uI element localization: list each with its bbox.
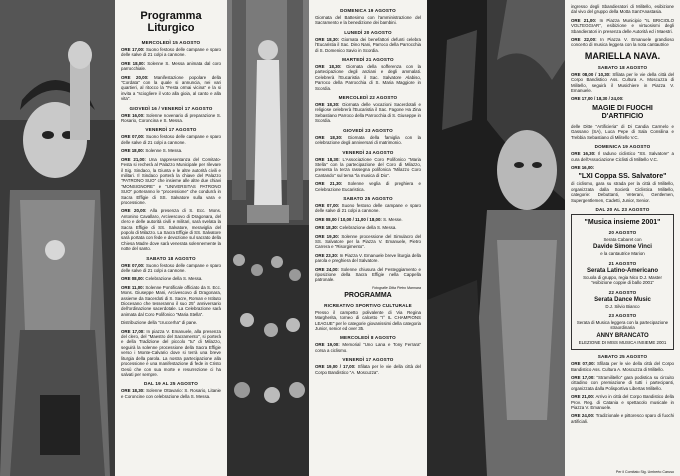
entry-time: ORE 18,00:	[121, 60, 146, 66]
schedule-entry	[315, 157, 421, 179]
schedule-entry	[315, 234, 421, 250]
entry-text: Solenne S. Messa.	[145, 148, 183, 154]
committee-footer: Per il Comitato Sig. Umberto Caruso	[615, 470, 674, 474]
entry-text: Manifestazione popolare della "Cordata" con la quale si annuncia, nei vari quartieri, al ritocco la "Festa ormai vicina" e la si invita a "sciogliere il voto alla gioia, al canto e alla vita".	[121, 74, 221, 102]
fireworks-line-1: MAGIE DI FUOCHI	[592, 104, 653, 112]
musica-title: "Musica insieme 2001"	[584, 218, 661, 226]
entry-text: Solenne Pontificale officiato da S. Ecc. Mons. Giuseppe Mani, Arcivescovo di Dragonara, assieme da Sacerdoti di S. Sacre, Roman e Istituto Diocesano che tesseranno il suo 25° anniversario dell'ordinazione sacerdotale. La Celebrazione sarà animata dal Coro Polifonico "Maria Stella".	[121, 284, 221, 317]
schedule-entry	[315, 253, 421, 264]
program-title: PROGRAMMA	[344, 291, 392, 299]
entry-text: S. Messe.	[383, 216, 403, 222]
events-days-4	[571, 354, 674, 424]
schedule-entry	[121, 285, 221, 317]
program-subtitle: RICREATIVO SPORTIVO CULTURALE	[324, 302, 412, 308]
entry-text: Solenne processione del Simulacro del SS. Salvatore per la Piazza V. Emanuele, Pietro Carrera e "Risorgimento".	[315, 233, 421, 250]
entry-time: ORE 08,00:	[121, 276, 145, 282]
schedule-entry	[315, 364, 421, 375]
schedule-entry	[121, 61, 221, 72]
liturgical-days	[121, 40, 221, 399]
entry-time: ORE 23,30:	[315, 252, 339, 258]
entry-time: ORE 18,30:	[315, 102, 340, 108]
events-days	[571, 65, 674, 102]
entry-time: ORE 08,00 / 10,00 / 11,00 / 18,00:	[315, 216, 382, 222]
coppa-title: "LXI Coppa SS. Salvatore"	[578, 173, 667, 181]
liturgical-title: Programma Liturgico	[140, 10, 202, 34]
entry-time: ORE 07,00:	[571, 361, 595, 367]
entry-time: ORE 18,30:	[315, 64, 342, 70]
musica-day-heading: 23 AGOSTO	[608, 312, 637, 318]
entry-text: L'Associazione Coro Polifonico "Maria Stella" con la partecipazione del Coro di Milazzo, presenta la terza rassegna polifonica "Milazzo Coro Cantando" sul tema "la musica di Dio".	[315, 156, 421, 178]
schedule-entry	[121, 263, 221, 274]
schedule-entry	[121, 329, 221, 378]
schedule-entry	[571, 37, 674, 48]
entry-time: ORE 17,00:	[121, 47, 145, 52]
fireworks-text: delle Ditte "Artificieria" di Di Candia Carmelo e Gassano (SA), Luca Pepe di Sala Consilina e Trebbia Sebastiano di Militello V.C.	[571, 123, 674, 140]
entry-text: Sfilata per le vie della città del Corpo Bandistico Ass. Cultura A. Moscuzza di Militello, seguirà il Musichiere in Piazza V. Emanuele.	[571, 71, 674, 94]
day-heading: SABATO 18 AGOSTO	[597, 64, 648, 70]
entry-text: Giornata della sofferenza con la partecipazione degli anziani e degli ammalati. Celebrerà l'Eucaristia il Sac. Salvatore Alabiso, Parroco della Parrocchia di S. Maria Maggiore in Scordia.	[315, 64, 421, 91]
musica-days	[574, 230, 671, 345]
entry-text: "Stramilitello" gara podistica su circuito cittadino con premiazione di tutti i partecipanti, organizzata dalla Polisportiva Libertas Militello.	[571, 375, 674, 391]
entry-time: ORE 17,00:	[121, 328, 145, 334]
musica-day-heading: 20 AGOSTO	[608, 229, 637, 235]
schedule-entry	[571, 18, 674, 34]
musica-extra: D.J. Silvio Bianco	[605, 303, 640, 309]
entry-time: ORE 08,00 / 10,30:	[571, 71, 611, 77]
day-heading: MERCOLEDÌ 8 AGOSTO	[340, 335, 396, 341]
entry-time: ORE 18,30:	[315, 156, 340, 162]
entry-time: ORE 21,00:	[121, 156, 146, 162]
musica-performer: ANNY BRANCATO	[596, 332, 649, 339]
musica-performer: Serata Dance Music	[594, 296, 651, 303]
entry-time: ORE 16,30:	[571, 151, 596, 157]
events-days-2	[571, 144, 674, 170]
schedule-entry	[315, 181, 421, 192]
schedule-entry	[121, 75, 221, 102]
entry-text: Memorial "Uno Lana e Tony Ferrara" corsa a ciclismo.	[315, 342, 421, 353]
coppa-text: di ciclismo, gara su strada per la città di Militello, organizzata dalla Società Ciclistica Militello, categorie: Debuttanti, Veterani, Gentlemen, Supergentlemen, Cadetti, Junior, Senior.	[571, 181, 674, 203]
entry-text: Solenne chiusura del Festeggiamento e riposizione della Sacra Effigie nella Cappella patronale.	[315, 266, 421, 283]
entry-text: Suono festoso delle campane e sparo delle salve di 21 colpi a cannone.	[121, 262, 221, 273]
musica-insieme-box	[571, 214, 674, 350]
schedule-entry	[571, 72, 674, 94]
entry-time: ORE 21,30:	[315, 181, 343, 187]
procession-photo	[227, 0, 309, 476]
entry-time: ORE 19,00 / 17,00:	[315, 364, 356, 370]
days-column	[309, 0, 427, 476]
entry-time: ORE 11,00:	[121, 284, 145, 290]
photo-credit: Fotografie Ditta Pietro Marmara	[371, 285, 421, 290]
entry-time: ORE 20,00:	[121, 208, 147, 214]
schedule-entry	[315, 64, 421, 91]
entry-text: Alla presenza di S. Ecc. Mons. Antonino Cavallaro, Arcivescovo di Dragonara, del clero e delle autorità civili e militari, sarà svelata la Sacra Effigie di SS. Salvatore, meraviglia del popolo di Milazzo. La Sacra Effigie di SS. Salvatore sarà portata con fede e devozione sul sacrato della Chiesa Madre dove sarà venerata solennemente la notte del santo.	[121, 208, 222, 252]
days-list	[315, 8, 421, 283]
entry-text: Il raduno ciclistico "SS. Salvatore" a cura dell'Associazione Ciclisti di Militello V.C.	[571, 151, 674, 162]
schedule-entry	[121, 148, 221, 153]
entry-time: ORE 18,30:	[315, 225, 339, 231]
entry-text: Celebrazione della S. Messa.	[145, 276, 203, 282]
day-heading: VENERDÌ 17 AGOSTO	[342, 357, 394, 363]
entry-text: Distribuzione della "cruccerha" di pane.	[121, 320, 198, 326]
statue-photo-left	[0, 0, 115, 476]
day-heading: SABATO 18 AGOSTO	[146, 255, 196, 261]
schedule-entry	[315, 217, 421, 222]
day-heading: LUNEDÌ 20 AGOSTO	[344, 29, 392, 35]
events-days-3	[571, 207, 674, 212]
day-heading: VENERDÌ 24 AGOSTO	[342, 149, 394, 155]
entry-text: Giornata dei benefattori defunti celebra l'Eucaristia il Sac. Dino Nani, Parroco della Parrocchia di S. Domenico Savio in Scordia.	[315, 36, 421, 53]
entry-text: Celebrazione della S. Messa.	[339, 225, 397, 231]
events-column	[565, 0, 680, 476]
entry-time: ORE 16,00:	[121, 112, 145, 118]
schedule-entry	[121, 157, 221, 206]
schedule-entry	[571, 151, 674, 162]
liturgical-column	[115, 0, 227, 476]
day-heading: DAL 19 AL 25 AGOSTO	[143, 381, 198, 387]
schedule-entry	[121, 208, 221, 251]
day-heading: VENERDÌ 17 AGOSTO	[145, 127, 197, 133]
musica-extra: ELEZIONE DI MISS MUSICA INSIEME 2001	[578, 339, 667, 345]
day-heading: GIOVEDÌ 16 / VENERDÌ 17 AGOSTO	[129, 105, 213, 111]
musica-performer: Serata Latino-Americano	[586, 267, 659, 274]
fireworks-title	[571, 105, 674, 121]
events-top	[571, 4, 674, 48]
musica-day-heading: 22 AGOSTO	[608, 289, 637, 295]
schedule-entry	[121, 47, 221, 58]
day-heading: SABATO 25 AGOSTO	[597, 354, 648, 360]
singer-name: MARIELLA NAVA.	[584, 50, 661, 61]
entry-text: Giornata delle vocazioni Sacerdotali e religiose celebrerà l'Eucaristia il Sac. Fagone Ha Zina Sebastiano Parroco della Parrocchia di S. Giuseppe in Scordia.	[315, 102, 421, 124]
entry-text: Solenne S. Messa animata dal coro parrocchiale.	[121, 60, 221, 72]
musica-performer: Davide Simone Vinci	[593, 244, 652, 251]
schedule-entry	[315, 15, 421, 26]
entry-time: ORE 24,00:	[571, 413, 595, 419]
entry-text: In Piazza V. Emanuele grandioso concerto di musica leggera con la nota cantautrice	[571, 37, 674, 48]
day-heading: MARTEDÌ 21 AGOSTO	[342, 57, 394, 63]
fireworks-line-2: D'ARTIFICIO	[601, 112, 644, 120]
schedule-entry	[571, 394, 674, 410]
schedule-entry	[121, 276, 221, 281]
entry-text: In Piazza Municipio "IL BRICIOLO VOLTEGGIAR", esibizione e virtuosismi degli Sbandieratori in presenza delle Autorità ed i Maestri.	[571, 17, 674, 34]
entry-text: Una rappresentanza del Comitato-Festa si recherà al Palazzo Municipale per rilevare il Sig. Sindaco, la Giunta e le altre autorità civili e militari. Il Sindaco porterà la chiave del Palazzo "PATRONO SUO" che insieme alle altre due chiavi "MONSIGNORE" e "UNIVERSITAS PATRONO SUO" porteranno le "processione" che condurrà in Sacra Effigie di SS. Salvatore sulla vara e processione.	[121, 156, 221, 205]
schedule-entry	[571, 96, 674, 101]
entry-time: ORE 18,00:	[121, 148, 145, 154]
entry-text: Solenne novenario di preparazione S. Rosario, Coroncina e S. Messa.	[121, 112, 221, 124]
schedule-entry	[571, 361, 674, 372]
entry-text: Solenne veglia di preghiera e Celebrazione Eucaristica.	[315, 181, 421, 192]
schedule-entry	[315, 342, 421, 353]
entry-time: ORE 18,30:	[121, 388, 145, 394]
entry-text: Sfilata per le vie della città del Corpo Bandistico "A. Moscuzza".	[315, 364, 421, 375]
musica-label: Serata Cabaret con	[603, 236, 642, 242]
schedule-entry	[571, 4, 674, 15]
entry-text: Suono festoso delle campane e sparo delle salve di 21 colpi a cannone.	[121, 47, 221, 58]
musica-extra: e la cantautrice Marion	[600, 251, 645, 257]
entry-time: ORE 18,30:	[315, 134, 343, 140]
schedule-entry	[315, 267, 421, 283]
musica-label: Serata di Musica leggera con la partecipazione straordinaria	[576, 319, 669, 331]
day-heading: DAL 20 AL 23 AGOSTO	[595, 206, 650, 212]
entry-text: Suono festoso delle campane e sparo delle salve di 21 colpi a cannone.	[121, 134, 221, 145]
entry-time: ORE 07,00:	[121, 262, 145, 268]
day-heading: MERCOLEDÌ 22 AGOSTO	[338, 95, 398, 101]
entry-time: ORE 19,00:	[315, 342, 340, 348]
entry-time: ORE 21,00:	[571, 17, 597, 23]
entry-text: Giornata del Battesimo con l'amministrazione del Sacramento e la benedizione dei bambini.	[315, 15, 421, 26]
statue-photo-right	[427, 0, 565, 476]
musica-extra: Scuola di gruppo, regia Nico D.J. Master "esibizione coppie di ballo 2001"	[583, 274, 662, 286]
schedule-entry	[315, 225, 421, 230]
schedule-entry	[121, 388, 221, 399]
entry-text: In Piazza V. Emanuele breve liturgia della parola e preghiera del Salvatore.	[315, 252, 421, 264]
schedule-entry	[571, 375, 674, 391]
entry-text: Giornata della famiglia con la celebrazione degli anniversari di matrimonio.	[315, 134, 421, 146]
entry-time: ORE 19,30:	[315, 233, 340, 239]
entry-text: Tradizionale e pittoresco sparo di fuochi artificiali.	[571, 413, 675, 424]
day-heading: MERCOLEDÌ 15 AGOSTO	[141, 40, 201, 45]
entry-time: ORE 21,00:	[571, 394, 595, 400]
entry-time: ORE 22,00:	[571, 37, 597, 43]
entry-time: ORE 17,00 / 18,30 / 24,00:	[571, 96, 624, 102]
musica-day-heading: 21 AGOSTO	[608, 260, 637, 266]
entry-time: ORE 20,00:	[121, 74, 149, 80]
entry-text: ingresso degli Sbandieratori di Militello, esibizione dal vivo del gruppo della Motta Sant'Anastasia.	[571, 4, 674, 15]
entry-text: In piazza V. Emanuele, alla presenza del clero, del "Maestro del Sacramento", si porterà e della Tradizione del piccolo "tu" di Milazzo, seguirà la solenne processione della Sacra Effigie verso i Monte-Calvario dove si terrà una breve liturgia della parola. La nostra partecipazione alla processione è una manifestazione di fede in Cristo Gesù che con sua morte e resurrezione ci ha salvati per sempre.	[121, 328, 221, 377]
schedule-entry	[121, 320, 221, 325]
schedule-entry	[315, 37, 421, 53]
entry-text: Suono festoso delle campane e sparo delle salve di 21 colpi a cannone.	[315, 202, 421, 214]
entry-time: ORE 16,00:	[571, 164, 595, 170]
entry-text: Arrivo in città del Corpo Bandistico della Prov. Reg. di Catania e spettacolo musicale in Piazza V. Emanuele.	[571, 394, 675, 411]
day-heading: SABATO 25 AGOSTO	[343, 195, 393, 201]
entry-time: ORE 17,00:	[571, 375, 595, 380]
schedule-entry	[315, 203, 421, 214]
entry-text: Sfilata per le vie della città del Corpo Bandistico Ass. Cultura A. Moscuzza di Militello.	[571, 361, 674, 372]
schedule-entry	[315, 102, 421, 124]
schedule-entry	[571, 165, 674, 170]
program-days	[315, 335, 421, 375]
entry-time: ORE 07,00:	[315, 202, 340, 208]
schedule-entry	[571, 413, 674, 424]
day-heading: GIOVEDÌ 23 AGOSTO	[343, 127, 393, 133]
schedule-entry	[315, 135, 421, 146]
entry-time: ORE 07,00:	[121, 134, 145, 140]
entry-time: ORE 24,00:	[315, 266, 339, 272]
schedule-entry	[121, 134, 221, 145]
day-heading: DOMENICA 19 AGOSTO	[340, 8, 396, 13]
day-heading: DOMENICA 19 AGOSTO	[594, 144, 651, 150]
entry-time: ORE 18,30:	[315, 36, 340, 42]
entry-text: Solenne Ottavario: S. Rosario, Litanie e Coroncine con celebrazione della S. Messa.	[121, 388, 221, 399]
schedule-entry	[121, 113, 221, 124]
program-intro: Presso il campetto polivalente di Via Regina Margherita, torneo di calcetto "I° IL CHAMPIONS LEAGUE" per le categorie giovanissimi della categoria Junior, senior ed over 35.	[315, 309, 421, 332]
